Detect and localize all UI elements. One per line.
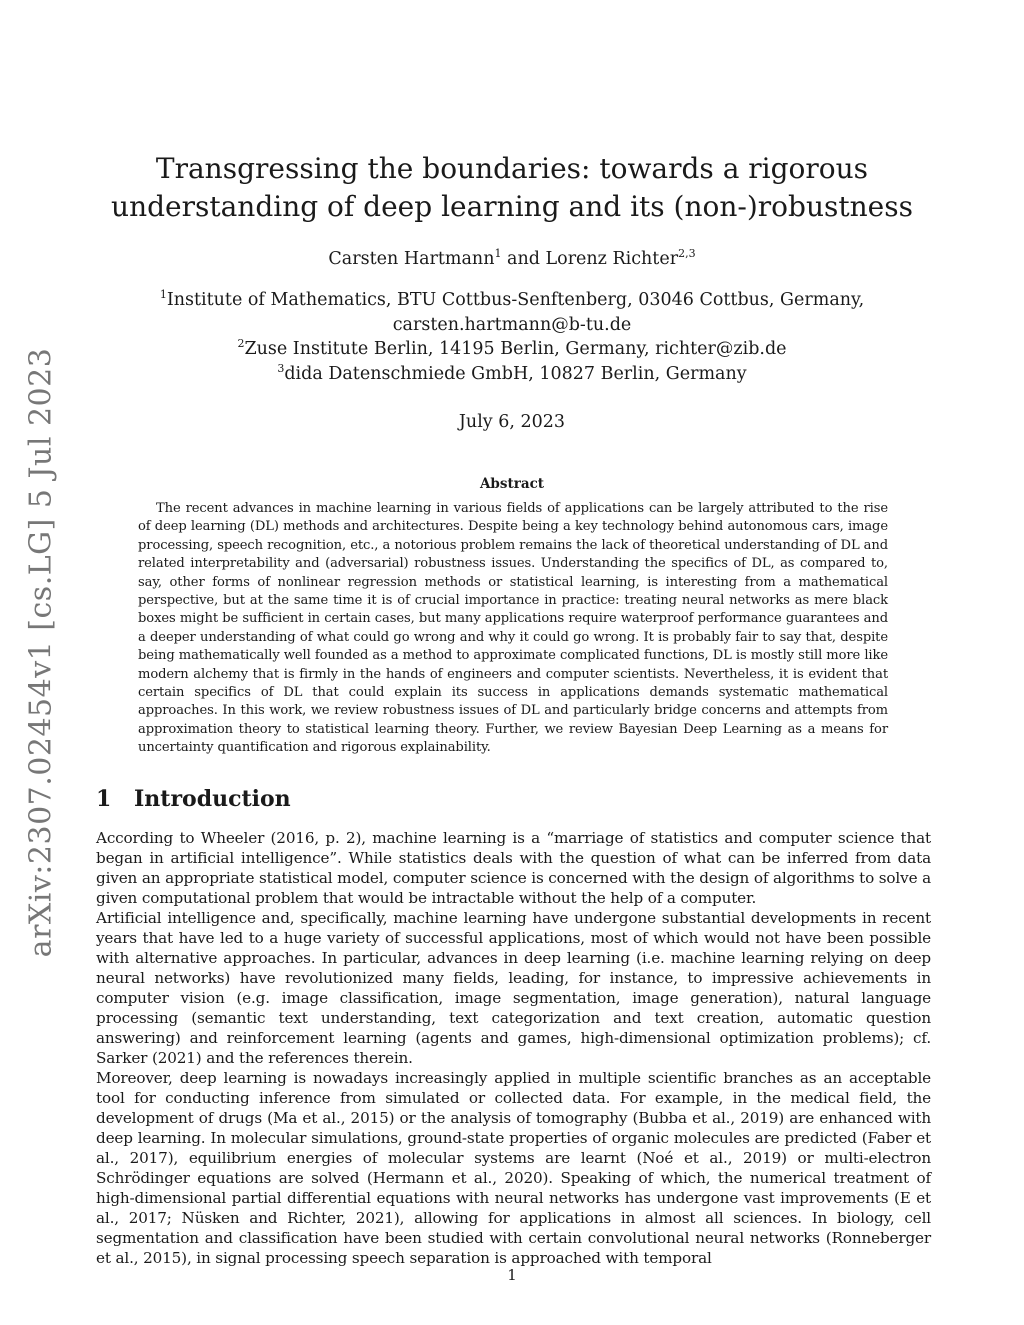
section-body (96, 828, 931, 1268)
section-heading (96, 786, 291, 812)
affiliation-1-email: carsten.hartmann@b-tu.de (392, 314, 632, 335)
abstract-heading: Abstract (479, 476, 545, 492)
affiliation-2 (100, 337, 924, 362)
section-title: Introduction (134, 786, 291, 812)
section-number: 1 (96, 786, 112, 812)
affiliation-text: dida Datenschmiede GmbH, 10827 Berlin, Germany (284, 363, 747, 384)
abstract-body: The recent advances in machine learning in various fields of applications can be largely attributed to the rise of deep learning (DL) methods and architectures. Despite being a key technology behind autonomous cars, image processing, speech recognition, etc., a notorious problem remains the lack of theoretical understanding of DL and related interpretability and (adversarial) robustness issues. Understanding the specifics of DL, as compared to, say, other forms of nonlinear regression methods or statistical learning, is interesting from a mathematical perspective, but at the same time it is of crucial importance in practice: treating neural networks as mere black boxes might be sufficient in certain cases, but many applications require waterproof performance guarantees and a deeper understanding of what could go wrong and why it could go wrong. It is probably fair to say that, despite being mathematically well founded as a method to approximate complicated functions, DL is mostly still more like modern alchemy that is firmly in the hands of engineers and computer scientists. Nevertheless, it is evident that certain specifics of DL that could explain its success in applications demands systematic mathematical approaches. In this work, we review robustness issues of DL and particularly bridge concerns and attempts from approximation theory to statistical learning theory. Further, we review Bayesian Deep Learning as a means for uncertainty quantification and rigorous explainability. (138, 501, 888, 756)
affiliation-1 (100, 288, 924, 313)
publication-date: July 6, 2023 (458, 412, 566, 432)
author-name: Lorenz Richter (545, 249, 679, 269)
arxiv-identifier-stamp (14, 347, 68, 958)
author-conjunction: and (501, 249, 546, 269)
paper-title-line-2: understanding of deep learning and its (non-)robustness (111, 190, 913, 223)
arxiv-identifier-text: arXiv:2307.02454v1 [cs.LG] 5 Jul 2023 (23, 347, 59, 958)
body-paragraph: Artificial intelligence and, specifically, machine learning have undergone substantial developments in recent years that have led to a huge variety of successful applications, most of which would not have been possible with alternative approaches. In particular, advances in deep learning (i.e. machine learning relying on deep neural networks) have revolutionized many fields, leading, for instance, to impressive achievements in computer vision (e.g. image classification, image segmentation, image generation), natural language processing (semantic text understanding, text categorization and text creation, automatic question answering) and reinforcement learning (agents and games, high-dimensional optimization problems); cf. Sarker (2021) and the references therein. (96, 909, 931, 1067)
page-number: 1 (507, 1266, 517, 1284)
affiliation-text: Zuse Institute Berlin, 14195 Berlin, Germany, richter@zib.de (244, 339, 787, 359)
author-affiliation-mark: 2,3 (678, 247, 696, 261)
affiliation-mark: 2 (237, 337, 245, 351)
author-name: Carsten Hartmann (328, 249, 495, 269)
body-paragraph: According to Wheeler (2016, p. 2), machine learning is a “marriage of statistics and computer science that began in artificial intelligence”. While statistics deals with the question of what can be inferred from data given an appropriate statistical model, computer science is concerned with the design of algorithms to solve a given computational problem that would be intractable without the help of a computer. (96, 829, 931, 907)
affiliation-text: Institute of Mathematics, BTU Cottbus-Senftenberg, 03046 Cottbus, Germany, (166, 290, 865, 310)
paper-title-line-1: Transgressing the boundaries: towards a rigorous (155, 152, 869, 185)
affiliation-mark: 3 (277, 361, 285, 375)
body-paragraph: Moreover, deep learning is nowadays increasingly applied in multiple scientific branches as an acceptable tool for conducting inference from simulated or collected data. For example, in the medical field, the development of drugs (Ma et al., 2015) or the analysis of tomography (Bubba et al., 2019) are enhanced with deep learning. In molecular simulations, ground-state properties of organic molecules are predicted (Faber et al., 2017), equilibrium energies of molecular systems are learnt (Noé et al., 2019) or multi-electron Schrödinger equations are solved (Hermann et al., 2020). Speaking of which, the numerical treatment of high-dimensional partial differential equations with neural networks has undergone vast improvements (E et al., 2017; Nüsken and Richter, 2021), allowing for applications in almost all sciences. In biology, cell segmentation and classification have been studied with certain convolutional neural networks (Ronneberger et al., 2015), in signal processing speech separation is approached with temporal (96, 1069, 931, 1267)
author-list (100, 247, 924, 271)
affiliation-list (100, 288, 924, 386)
paper-title (100, 150, 924, 226)
affiliation-3 (100, 362, 924, 387)
author-affiliation-mark: 1 (494, 247, 502, 261)
affiliation-mark: 1 (159, 288, 167, 302)
